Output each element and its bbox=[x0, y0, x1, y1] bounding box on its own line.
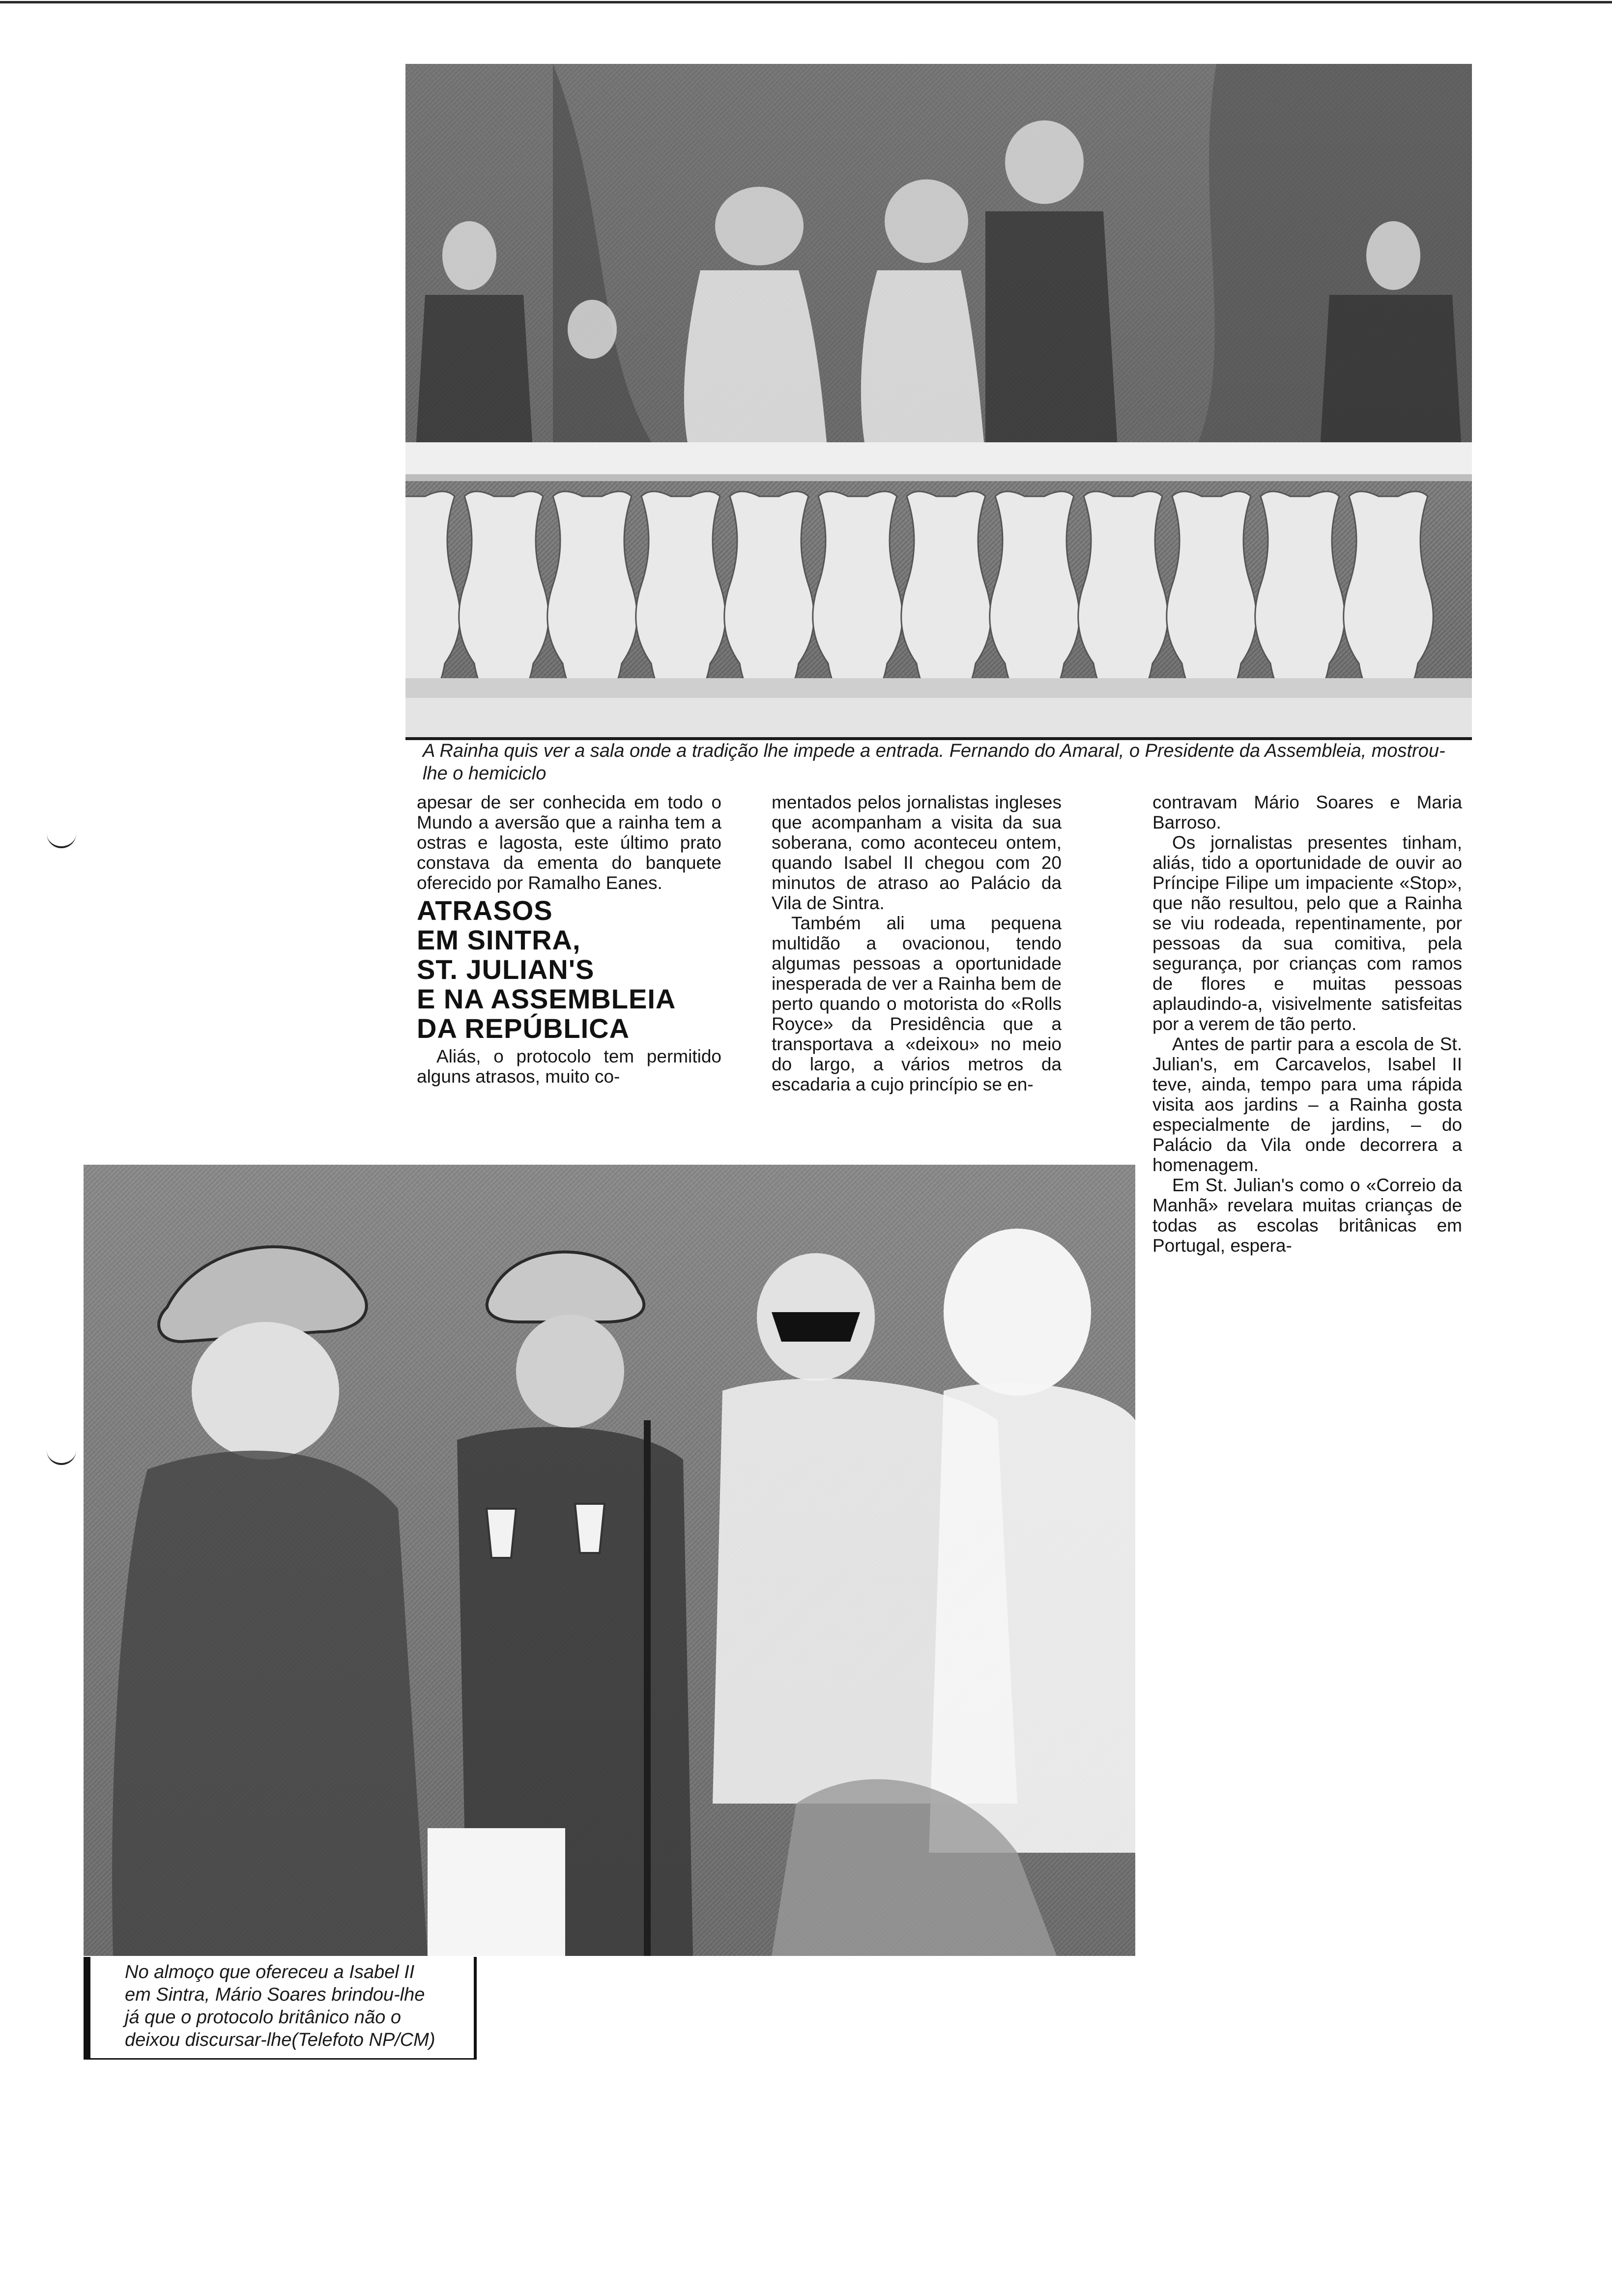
paragraph: contravam Mário Soares e Maria Barroso. bbox=[1152, 792, 1462, 832]
section-headline bbox=[417, 896, 721, 1043]
punch-hole-mark bbox=[47, 831, 76, 848]
headline-line: E NA ASSEMBLEIA bbox=[417, 983, 676, 1014]
caption-line: em Sintra, Mário Soares brindou-lhe bbox=[125, 1984, 425, 2005]
headline-line: DA REPÚBLICA bbox=[417, 1013, 630, 1044]
paragraph: Também ali uma pequena multidão a ovacionou, tendo algumas pessoas a oportunidade inesperada de ver a Rainha bem de perto quando o motorista do «Rolls Royce» da Presidência que a transportava a «deixou» no meio do largo, a vários metros da escadaria a cujo princípio se en- bbox=[772, 913, 1062, 1094]
photo-caption-balcony: A Rainha quis ver a sala onde a tradição lhe impede a entrada. Fernando do Amaral, o Presidente da Assembleia, mostrou-lhe o hemiciclo bbox=[423, 741, 1445, 784]
caption-line: No almoço que ofereceu a Isabel II bbox=[125, 1962, 415, 1982]
headline-line: EM SINTRA, bbox=[417, 924, 581, 955]
paragraph: Aliás, o protocolo tem permitido alguns atrasos, muito co- bbox=[417, 1046, 721, 1087]
top-border-rule bbox=[0, 1, 1612, 3]
article-column-1 bbox=[417, 792, 721, 1087]
caption-line: já que o protocolo britânico não o bbox=[125, 2007, 401, 2028]
photo-caption-toast bbox=[84, 1957, 477, 2060]
paragraph: Em St. Julian's como o «Correio da Manhã» revelara muitas crianças de todas as escolas britânicas em Portugal, espera- bbox=[1152, 1175, 1462, 1256]
headline-line: ATRASOS bbox=[417, 895, 553, 926]
headline-line: ST. JULIAN'S bbox=[417, 954, 595, 985]
paragraph: Antes de partir para a escola de St. Julian's, em Carcavelos, Isabel II teve, ainda, tempo para uma rápida visita aos jardins – a Rainha gosta especialmente de jardins, – do Palácio da Vila onde decorrera a homenagem. bbox=[1152, 1034, 1462, 1175]
photo-toast-lunch bbox=[84, 1165, 1135, 1956]
paragraph: apesar de ser conhecida em todo o Mundo a aversão que a rainha tem a ostras e lagosta, este último prato constava da ementa do banquete oferecido por Ramalho Eanes. bbox=[417, 792, 721, 893]
photo-balcony-assembly bbox=[405, 64, 1472, 740]
caption-line: deixou discursar-lhe(Telefoto NP/CM) bbox=[125, 2030, 435, 2050]
article-column-3 bbox=[1152, 792, 1462, 1256]
paragraph: mentados pelos jornalistas ingleses que acompanham a visita da sua soberana, como aconteceu ontem, quando Isabel II chegou com 20 minutos de atraso ao Palácio da Vila de Sintra. bbox=[772, 792, 1062, 913]
punch-hole-mark bbox=[47, 1447, 76, 1465]
article-column-2 bbox=[772, 792, 1062, 1094]
paragraph: Os jornalistas presentes tinham, aliás, tido a oportunidade de ouvir ao Príncipe Filipe um impaciente «Stop», que não resultou, pelo que a Rainha se viu rodeada, repentinamente, por pessoas da sua comitiva, pela segurança, por crianças com ramos de flores e muitas pessoas aplaudindo-a, visivelmente satisfeitas por a verem de tão perto. bbox=[1152, 832, 1462, 1034]
